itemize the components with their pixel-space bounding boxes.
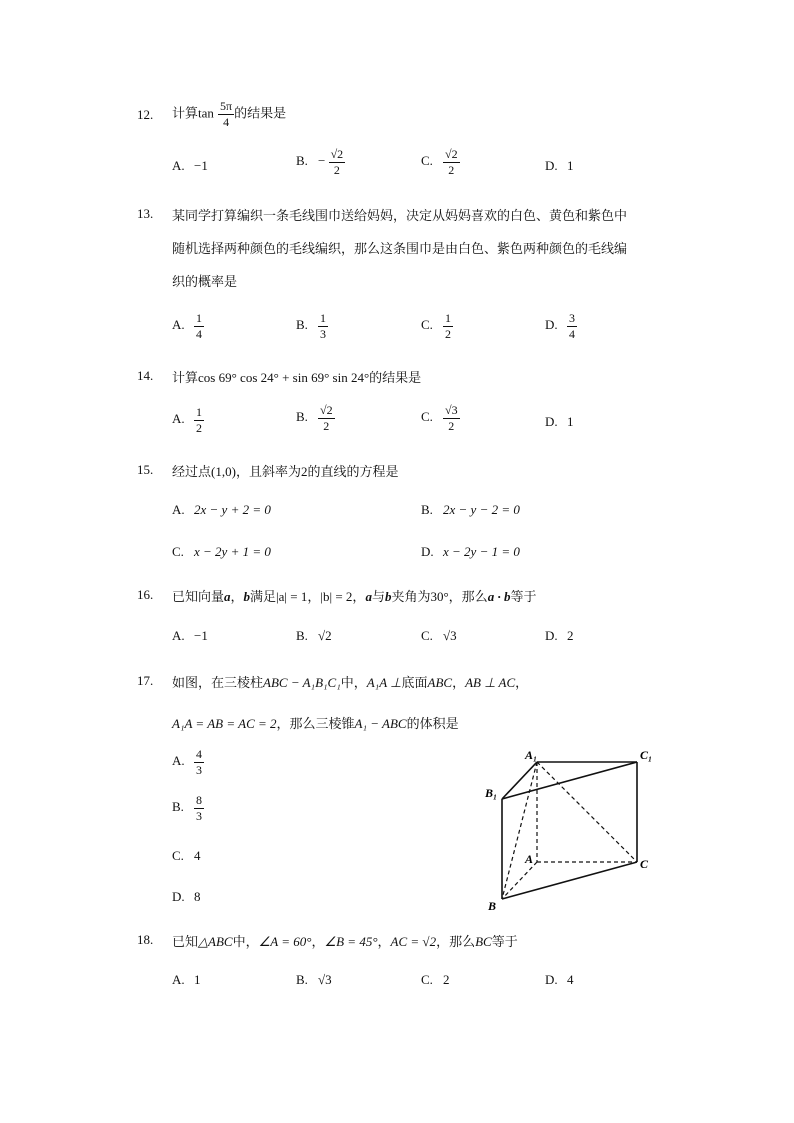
- q15-option-c[interactable]: C. x − 2y + 1 = 0: [172, 544, 271, 559]
- q15-slope: 2: [300, 464, 308, 479]
- q15-stem: 经过点(1,0)，且斜率为2的直线的方程是: [172, 464, 399, 480]
- edge-b1-c1: [502, 762, 637, 799]
- q16-number: 16.: [137, 587, 154, 602]
- q13-option-b[interactable]: B. $\frac{1}{3}$: [296, 311, 326, 341]
- q16-abs-a: |a| = 1: [276, 589, 308, 604]
- prism-figure: [480, 744, 660, 914]
- q14-number: 14.: [137, 368, 154, 383]
- q12-stem: [172, 100, 286, 128]
- q17-option-a[interactable]: A. $\frac{4}{3}$: [172, 747, 202, 777]
- q15-option-b[interactable]: B. 2x − y − 2 = 0: [421, 502, 520, 517]
- q18-stem: 已知△ABC中，∠A = 60°，∠B = 45°，AC = √2，那么BC等于: [172, 934, 518, 950]
- q15-point: (1,0): [211, 464, 236, 479]
- label-a1: A₁: [525, 748, 538, 762]
- q16-dot: a · b: [487, 589, 511, 604]
- q17-line-1: 如图，在三棱柱ABC − A₁B₁C₁中，A₁A ⊥底面ABC，AB ⊥ AC，: [172, 675, 529, 691]
- q13-line-3: 织的概率是: [172, 275, 238, 290]
- label-b1: B₁: [485, 786, 498, 800]
- q16-abs-b: |b| = 2: [320, 589, 353, 604]
- q13-line-1: 某同学打算编织一条毛线围巾送给妈妈，决定从妈妈喜欢的白色、黄色和紫色中: [172, 209, 628, 224]
- q14-option-a[interactable]: A. $\frac{1}{2}$: [172, 405, 202, 435]
- q13-number: 13.: [137, 206, 154, 221]
- q12-option-a[interactable]: A. −1: [172, 158, 208, 173]
- q17-option-b[interactable]: B. $\frac{8}{3}$: [172, 793, 202, 823]
- edge-a1-b: [502, 762, 537, 899]
- q14-option-c[interactable]: C. $\frac{√3}{2}$: [421, 403, 458, 433]
- edge-b-c: [502, 862, 637, 899]
- q15-number: 15.: [137, 462, 154, 477]
- q14-expression: cos 69° cos 24° + sin 69° sin 24°: [198, 370, 370, 385]
- q16-option-b[interactable]: B. √2: [296, 628, 332, 643]
- q14-option-d[interactable]: D. 1: [545, 414, 574, 429]
- q13-line-2: 随机选择两种颜色的毛线编织，那么这条围巾是由白色、紫色两种颜色的毛线编: [172, 242, 628, 257]
- q17-line-2: A₁A = AB = AC = 2，那么三棱锥A₁ − ABC的体积是: [172, 716, 459, 732]
- q16-option-d[interactable]: D. 2: [545, 628, 574, 643]
- edge-a1-c: [537, 762, 637, 862]
- q12-option-c[interactable]: C. $\frac{√2}{2}$: [421, 147, 458, 177]
- q18-option-d[interactable]: D. 4: [545, 972, 574, 987]
- q17-number: 17.: [137, 673, 154, 688]
- q15-option-a[interactable]: A. 2x − y + 2 = 0: [172, 502, 271, 517]
- q18-option-b[interactable]: B. √3: [296, 972, 332, 987]
- label-a: A: [525, 852, 534, 866]
- q13-option-c[interactable]: C. $\frac{1}{2}$: [421, 311, 451, 341]
- q16-option-a[interactable]: A. −1: [172, 628, 208, 643]
- q17-option-d[interactable]: D. 8: [172, 889, 201, 904]
- q12-fraction: $\frac{5\pi}{4}$: [220, 99, 233, 129]
- q13-option-a[interactable]: A. $\frac{1}{4}$: [172, 311, 202, 341]
- q18-option-a[interactable]: A. 1: [172, 972, 201, 987]
- label-c: C: [640, 857, 649, 871]
- q12-number: 12.: [137, 107, 154, 122]
- q16-stem: 已知向量a，b满足|a| = 1，|b| = 2，a与b夹角为30°，那么a · b等于: [172, 589, 537, 605]
- q12-option-b[interactable]: B. − $\frac{√2}{2}$: [296, 147, 344, 177]
- q12-option-d[interactable]: D. 1: [545, 158, 574, 173]
- q16-angle: 30°: [430, 589, 449, 604]
- q13-option-d[interactable]: D. $\frac{3}{4}$: [545, 311, 575, 341]
- label-b: B: [488, 899, 497, 913]
- q16-option-c[interactable]: C. √3: [421, 628, 457, 643]
- q18-number: 18.: [137, 932, 154, 947]
- q18-option-c[interactable]: C. 2: [421, 972, 450, 987]
- q12-func: tan: [198, 105, 214, 121]
- q15-option-d[interactable]: D. x − 2y − 1 = 0: [421, 544, 520, 559]
- q12-pre: 计算: [172, 106, 199, 122]
- q12-post: 的结果是: [234, 106, 287, 122]
- q14-stem: 计算cos 69° cos 24° + sin 69° sin 24°的结果是: [172, 370, 422, 386]
- q14-option-b[interactable]: B. $\frac{√2}{2}$: [296, 403, 333, 433]
- q17-option-c[interactable]: C. 4: [172, 848, 201, 863]
- label-c1: C₁: [640, 748, 653, 762]
